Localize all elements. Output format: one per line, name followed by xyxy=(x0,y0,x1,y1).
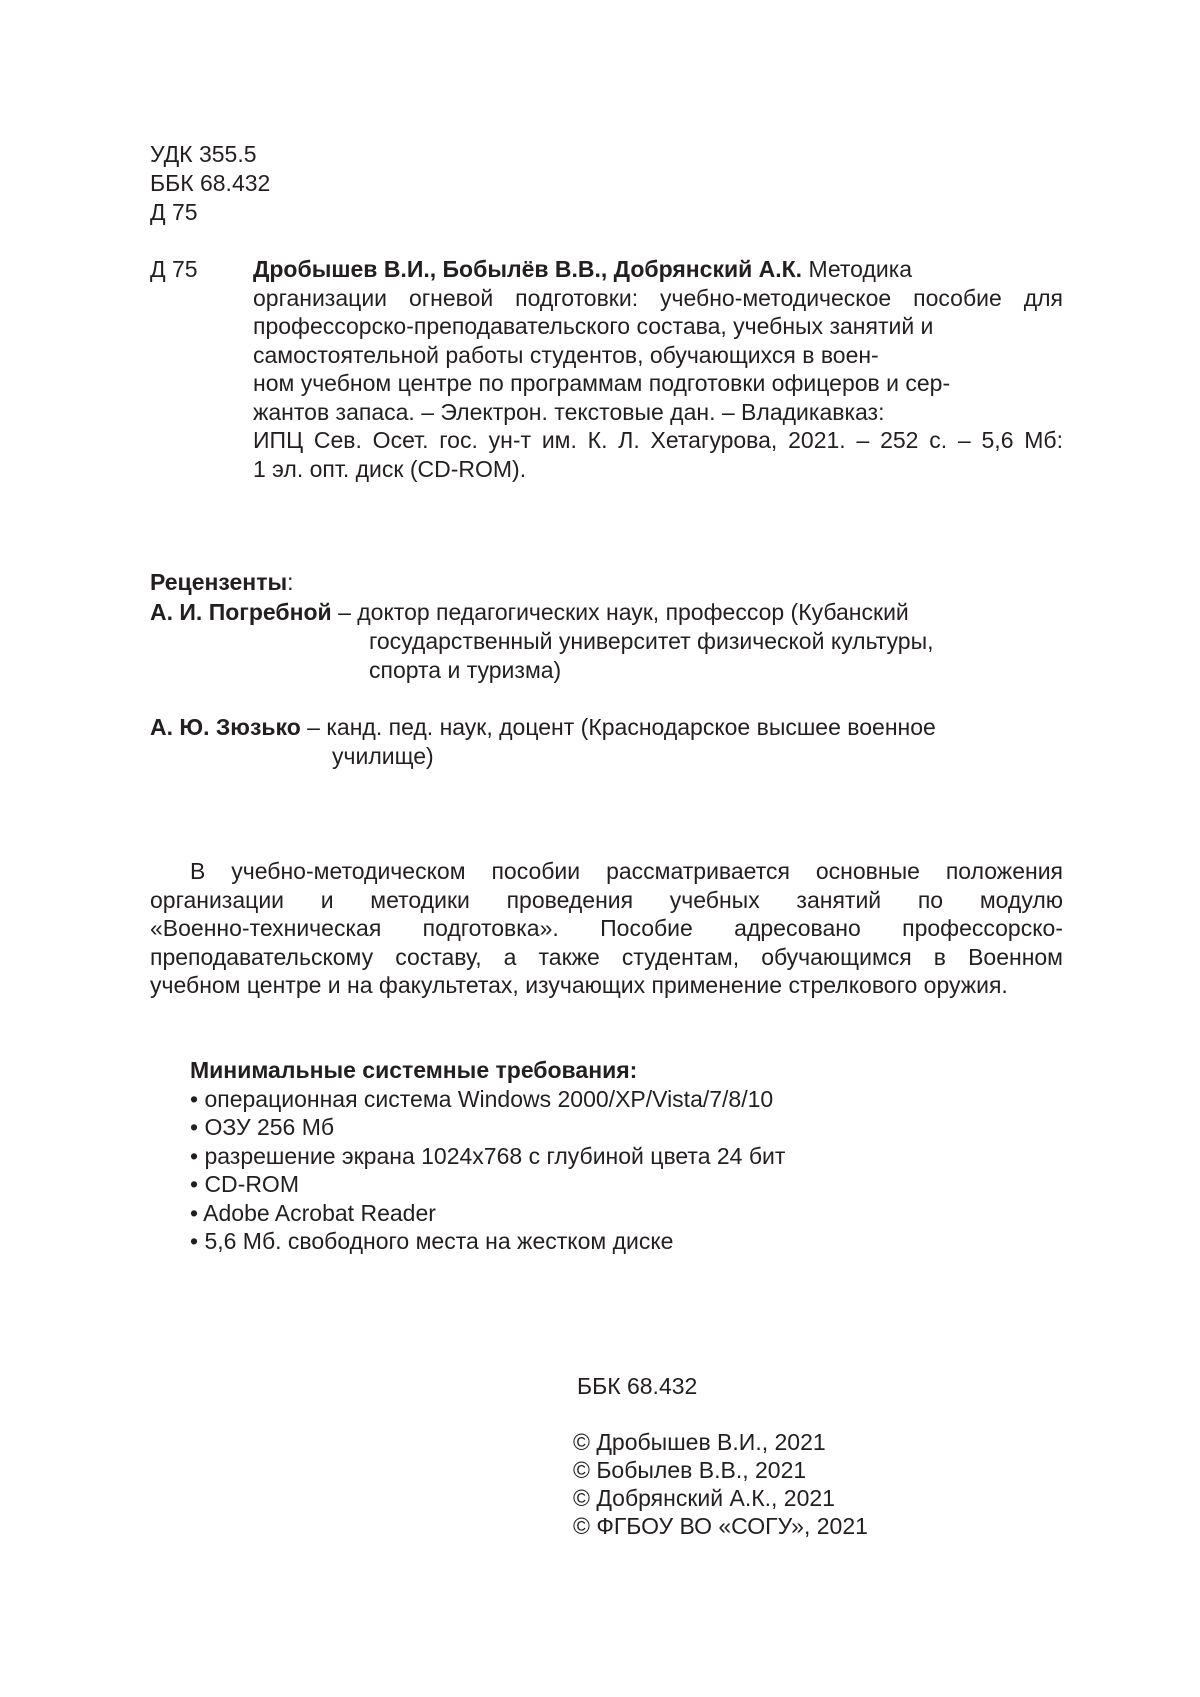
requirement-item: • разрешение экрана 1024x768 с глубиной цвета 24 бит xyxy=(190,1142,786,1169)
copyright-line: © Бобылев В.В., 2021 xyxy=(573,1457,807,1483)
bibliographic-entry xyxy=(253,255,1063,483)
reviewer-desc: доктор педагогических наук, профессор (Кубанский xyxy=(357,599,909,625)
author-mark: Д 75 xyxy=(150,199,198,225)
requirement-item: • ОЗУ 256 Мб xyxy=(190,1114,335,1140)
abstract-line: преподавательскому составу, а также студентам, обучающимся в Военном xyxy=(150,943,1063,970)
copyright-line: © Дробышев В.И., 2021 xyxy=(573,1429,826,1455)
bbk-code: ББК 68.432 xyxy=(150,170,271,196)
entry-title-start: Методика xyxy=(808,256,913,282)
reviewers-heading: Рецензенты: xyxy=(150,569,294,595)
abstract-line: учебном центре и на факультетах, изучающих применение стрелкового оружия. xyxy=(150,972,1008,998)
requirements-title: Минимальные системные требования: xyxy=(190,1057,638,1083)
requirement-item: • 5,6 Мб. свободного места на жестком диске xyxy=(190,1228,674,1254)
requirement-item: • CD-ROM xyxy=(190,1171,299,1197)
entry-line: самостоятельной работы студентов, обучающихся в воен- xyxy=(253,341,879,368)
requirements-list xyxy=(190,1085,785,1256)
entry-line: ИПЦ Сев. Осет. гос. ун-т им. К. Л. Хетагурова, 2021. – 252 с. – 5,6 Мб: xyxy=(253,427,1063,453)
requirement-item: • операционная система Windows 2000/XP/Vista/7/8/10 xyxy=(190,1085,774,1112)
reviewer-desc: канд. пед. наук, доцент (Краснодарское высшее военное xyxy=(326,714,936,740)
entry-line: профессорско-преподавательского состава, учебных занятий и xyxy=(253,313,934,339)
entry-line: 1 эл. опт. диск (CD-ROM). xyxy=(253,455,527,482)
entry-line-1 xyxy=(253,255,1063,284)
copyright-block xyxy=(573,1428,868,1540)
abstract-line: организации и методики проведения учебных занятий по модулю xyxy=(150,886,1063,913)
abstract-line: В учебно-методическом пособии рассматривается основные положения xyxy=(190,858,1063,884)
reviewer-name: А. И. Погребной xyxy=(150,599,332,625)
classification-codes xyxy=(150,140,270,227)
entry-line: жантов запаса. – Электрон. текстовые дан. – Владикавказ: xyxy=(253,398,885,425)
system-requirements xyxy=(190,1056,785,1256)
entry-code: Д 75 xyxy=(150,256,198,282)
copyright-line: © ФГБОУ ВО «СОГУ», 2021 xyxy=(573,1513,868,1539)
reviewer-desc: государственный университет физической культуры, xyxy=(369,628,934,654)
reviewer-2-continued xyxy=(332,742,434,771)
abstract-paragraph xyxy=(150,857,1063,1000)
reviewer-name: А. Ю. Зюзько xyxy=(150,714,301,740)
copyright-line: © Добрянский А.К., 2021 xyxy=(573,1485,835,1511)
abstract-line: «Военно-техническая подготовка». Пособие адресовано профессорско- xyxy=(150,915,1063,941)
reviewer-desc: училище) xyxy=(332,743,434,769)
entry-line: ном учебном центре по программам подготовки офицеров и сер- xyxy=(253,370,951,396)
udk-code: УДК 355.5 xyxy=(150,141,257,167)
footer-bbk: ББК 68.432 xyxy=(577,1373,698,1399)
reviewer-1: А. И. Погребной – доктор педагогических наук, профессор (Кубанский xyxy=(150,599,909,625)
reviewer-desc: спорта и туризма) xyxy=(369,657,562,683)
entry-authors: Дробышев В.И., Бобылёв В.В., Добрянский А.К. xyxy=(253,256,803,282)
requirement-item: • Adobe Acrobat Reader xyxy=(190,1199,436,1226)
reviewer-1-continued xyxy=(369,627,934,685)
reviewer-2: А. Ю. Зюзько – канд. пед. наук, доцент (Краснодарское высшее военное xyxy=(150,714,936,740)
entry-line: организации огневой подготовки: учебно-методическое пособие для xyxy=(253,284,1063,311)
